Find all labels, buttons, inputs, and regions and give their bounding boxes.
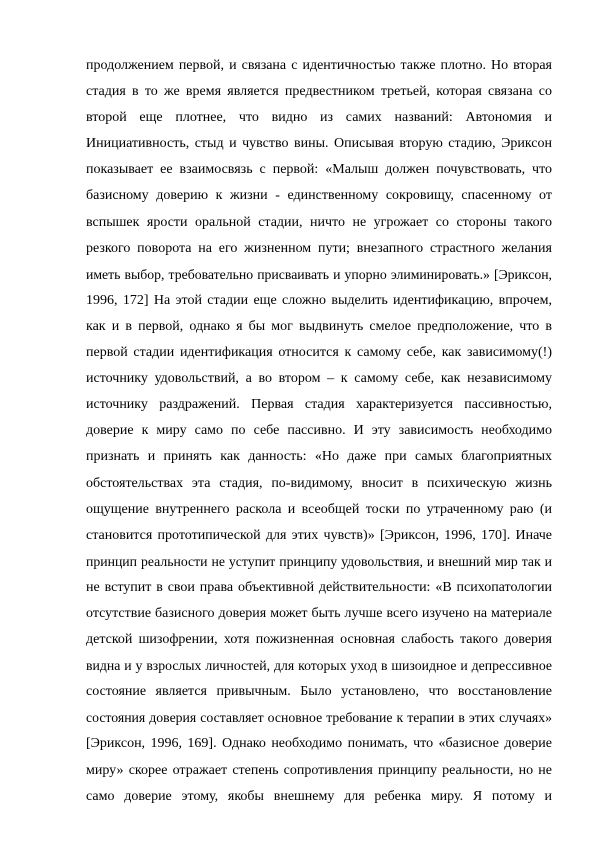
- text-line: как и в первой, однако я бы мог выдвинуть смелое предположение, что в: [86, 318, 552, 334]
- body-text: [86, 53, 552, 810]
- text-line: становится прототипической для этих чувств)» [Эриксон, 1996, 170]. Иначе: [86, 527, 552, 543]
- text-line: второй еще плотнее, что видно из самих названий: Автономия и: [86, 110, 552, 126]
- text-line: отсутствие базисного доверия может быть лучше всего изучено на материале: [86, 605, 552, 621]
- text-line: резкого поворота на его жизненном пути; внезапного страстного желания: [86, 240, 552, 256]
- text-line: 1996, 172] На этой стадии еще сложно выделить идентификацию, впрочем,: [86, 292, 552, 308]
- text-line: видна и у взрослых личностей, для которых уход в шизоидное и депрессивное: [86, 658, 552, 674]
- text-line: стадия в то же время является предвестником третьей, которая связана со: [86, 84, 552, 100]
- text-line: иметь выбор, требовательно присваивать и упорно элиминировать.» [Эриксон,: [86, 266, 552, 282]
- text-line: [Эриксон, 1996, 169]. Однако необходимо понимать, что «базисное доверие: [86, 736, 552, 752]
- text-line: источнику раздражений. Первая стадия характеризуется пассивностью,: [86, 397, 552, 413]
- text-line: детской шизофрении, хотя пожизненная основная слабость такого доверия: [86, 632, 552, 648]
- text-line: принцип реальности не уступит принципу удовольствия, и внешний мир так и: [86, 553, 552, 569]
- text-line: Инициативность, стыд и чувство вины. Описывая вторую стадию, Эриксон: [86, 136, 552, 152]
- text-line: источнику удовольствий, а во втором – к самому себе, как независимому: [86, 371, 552, 387]
- text-line: вспышек ярости оральной стадии, ничто не угрожает со стороны такого: [86, 214, 552, 230]
- text-line: признать и принять как данность: «Но даже при самых благоприятных: [86, 449, 552, 465]
- text-line: обстоятельствах эта стадия, по-видимому, вносит в психическую жизнь: [86, 475, 552, 491]
- text-line: состояния доверия составляет основное требование к терапии в этих случаях»: [86, 710, 552, 726]
- text-line: состояние является привычным. Было установлено, что восстановление: [86, 684, 552, 700]
- text-line: показывает ее взаимосвязь с первой: «Малыш должен почувствовать, что: [86, 162, 552, 178]
- text-line: базисному доверию к жизни - единственному сокровищу, спасенному от: [86, 188, 552, 204]
- text-line: первой стадии идентификация относится к самому себе, как зависимому(!): [86, 345, 552, 361]
- text-line: ощущение внутреннего раскола и всеобщей тоски по утраченному раю (и: [86, 501, 552, 517]
- text-line: доверие к миру само по себе пассивно. И эту зависимость необходимо: [86, 423, 552, 439]
- text-line: само доверие этому, якобы внешнему для ребенка миру. Я потому и: [86, 788, 552, 804]
- text-line: миру» скорее отражает степень сопротивления принципу реальности, но не: [86, 762, 552, 778]
- text-line: продолжением первой, и связана с идентичностью также плотно. Но вторая: [86, 58, 552, 73]
- text-line: не вступит в свои права объективной действительности: «В психопатологии: [86, 579, 552, 595]
